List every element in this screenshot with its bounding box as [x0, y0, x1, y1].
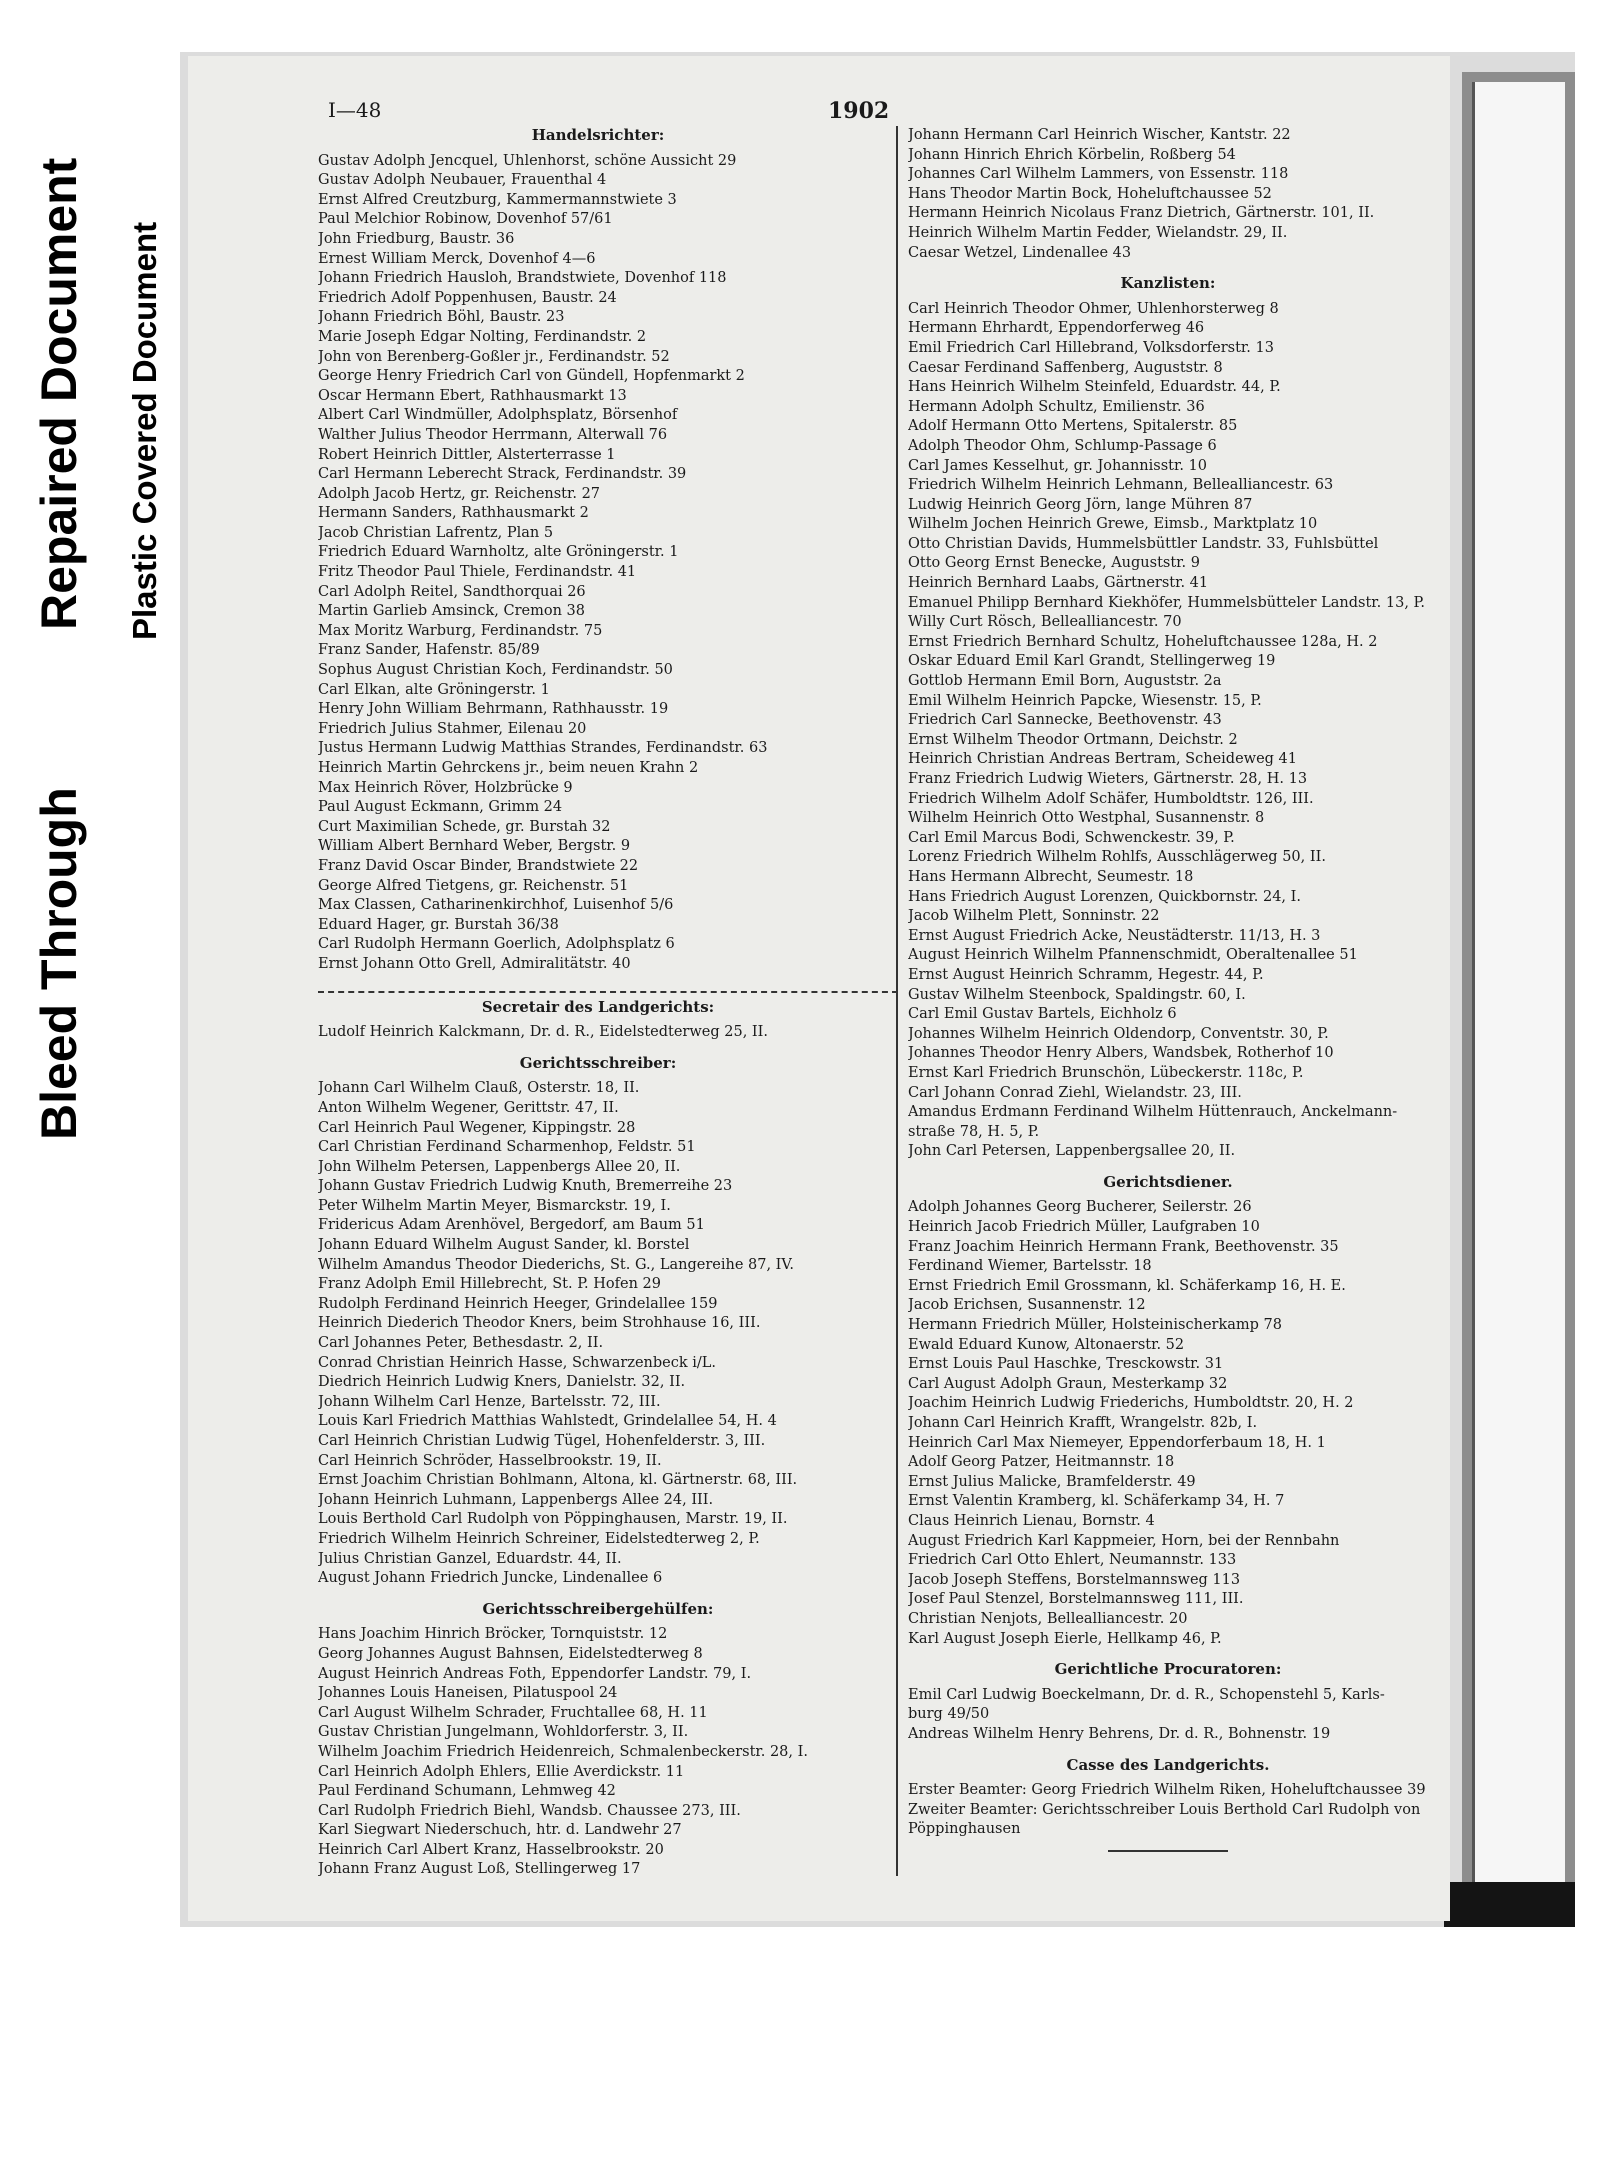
- binding-corner: [1444, 1882, 1575, 1927]
- entry: Heinrich Carl Albert Kranz, Hasselbrookstr. 20: [318, 1841, 664, 1858]
- list-gerichtsdiener: [908, 1198, 1428, 1649]
- entry: Hans Hermann Albrecht, Seumestr. 18: [908, 868, 1194, 885]
- entry: Carl Adolph Reitel, Sandthorquai 26: [318, 583, 586, 600]
- entry: Lorenz Friedrich Wilhelm Rohlfs, Ausschlägerweg 50, II.: [908, 849, 1326, 866]
- entry: Johannes Louis Haneisen, Pilatuspool 24: [318, 1685, 618, 1702]
- label-repaired-document: Repaired Document: [31, 157, 87, 630]
- entry: Paul Ferdinand Schumann, Lehmweg 42: [318, 1783, 616, 1800]
- entry: Anton Wilhelm Wegener, Gerittstr. 47, II.: [318, 1099, 619, 1116]
- entry: Friedrich Carl Sannecke, Beethovenstr. 43: [908, 712, 1222, 729]
- entry: Carl Emil Marcus Bodi, Schwenckestr. 39, P.: [908, 829, 1235, 846]
- entry: Adolph Theodor Ohm, Schlump-Passage 6: [908, 437, 1217, 454]
- section-title-gerichtsschreiber: Gerichtsschreiber:: [519, 1053, 677, 1072]
- entry: Johann Carl Wilhelm Clauß, Osterstr. 18, II.: [318, 1080, 640, 1097]
- list-procuratoren: [908, 1686, 1428, 1745]
- entry: Carl Heinrich Theodor Ohmer, Uhlenhorsterweg 8: [908, 300, 1279, 317]
- entry: John Wilhelm Petersen, Lappenbergs Allee 20, II.: [318, 1158, 681, 1175]
- entry: Ernest William Merck, Dovenhof 4—6: [318, 250, 596, 267]
- entry: Carl Emil Gustav Bartels, Eichholz 6: [908, 1006, 1177, 1023]
- entry: Carl Heinrich Adolph Ehlers, Ellie Averdickstr. 11: [318, 1763, 685, 1780]
- entry: Otto Christian Davids, Hummelsbüttler Landstr. 33, Fuhlsbüttel: [908, 535, 1379, 552]
- entry: Adolf Georg Patzer, Heitmannstr. 18: [908, 1454, 1175, 1471]
- entry: Josef Paul Stenzel, Borstelmannsweg 111, III.: [908, 1591, 1244, 1608]
- entry: Otto Georg Ernst Benecke, Auguststr. 9: [908, 555, 1200, 572]
- binding-inner: [1472, 82, 1565, 1912]
- entry: Wilhelm Heinrich Otto Westphal, Susannenstr. 8: [908, 810, 1265, 827]
- entry: Carl Johannes Peter, Bethesdastr. 2, II.: [318, 1335, 604, 1352]
- entry: Marie Joseph Edgar Nolting, Ferdinandstr. 2: [318, 328, 647, 345]
- entry: Ernst Friedrich Emil Grossmann, kl. Schäferkamp 16, H. E.: [908, 1277, 1346, 1294]
- section-title-procuratoren: Gerichtliche Procuratoren:: [1054, 1660, 1282, 1679]
- entry: Fritz Theodor Paul Thiele, Ferdinandstr. 41: [318, 564, 637, 581]
- entry: Justus Hermann Ludwig Matthias Strandes, Ferdinandstr. 63: [318, 740, 768, 757]
- entry: Martin Garlieb Amsinck, Cremon 38: [318, 603, 585, 620]
- entry: Jacob Wilhelm Plett, Sonninstr. 22: [908, 908, 1160, 925]
- entry: Gottlob Hermann Emil Born, Auguststr. 2a: [908, 673, 1222, 690]
- entry: Jacob Joseph Steffens, Borstelmannsweg 113: [908, 1571, 1241, 1588]
- side-labels: [30, 140, 180, 1140]
- entry: Amandus Erdmann Ferdinand Wilhelm Hüttenrauch, Anckelmann-: [908, 1104, 1398, 1121]
- entry: Max Moritz Warburg, Ferdinandstr. 75: [318, 622, 603, 639]
- entry: Gustav Adolph Neubauer, Frauenthal 4: [318, 172, 607, 189]
- entry: Erster Beamter: Georg Friedrich Wilhelm Riken, Hoheluftchaussee 39: [908, 1782, 1426, 1799]
- entry: Oscar Hermann Ebert, Rathhausmarkt 13: [318, 387, 627, 404]
- entry: straße 78, H. 5, P.: [908, 1123, 1040, 1140]
- entry: John Carl Petersen, Lappenbergsallee 20, II.: [908, 1143, 1236, 1160]
- entry: Robert Heinrich Dittler, Alsterterrasse 1: [318, 446, 616, 463]
- entry: Gustav Wilhelm Steenbock, Spaldingstr. 60, I.: [908, 986, 1246, 1003]
- section-title-kanzlisten: Kanzlisten:: [1120, 274, 1216, 293]
- entry: Pöppinghausen: [908, 1821, 1021, 1838]
- entry: Hermann Adolph Schultz, Emilienstr. 36: [908, 398, 1205, 415]
- label-bleed-through: Bleed Through: [31, 787, 87, 1140]
- section-title-gerichtsdiener: Gerichtsdiener.: [1103, 1172, 1233, 1191]
- label-plastic-covered: Plastic Covered Document: [126, 221, 163, 640]
- entry: Christian Nenjots, Bellealliancestr. 20: [908, 1610, 1188, 1627]
- entry: Friedrich Adolf Poppenhusen, Baustr. 24: [318, 289, 617, 306]
- entry: Hans Theodor Martin Bock, Hoheluftchaussee 52: [908, 185, 1272, 202]
- entry: Gustav Adolph Jencquel, Uhlenhorst, schöne Aussicht 29: [318, 152, 737, 169]
- entry: Carl Elkan, alte Gröningerstr. 1: [318, 681, 550, 698]
- entry: Claus Heinrich Lienau, Bornstr. 4: [908, 1512, 1155, 1529]
- entry: Ernst Wilhelm Theodor Ortmann, Deichstr. 2: [908, 731, 1238, 748]
- entry: Johannes Wilhelm Heinrich Oldendorp, Conventstr. 30, P.: [908, 1025, 1329, 1042]
- entry: Franz David Oscar Binder, Brandstwiete 22: [318, 857, 639, 874]
- entry: Carl Rudolph Hermann Goerlich, Adolphsplatz 6: [318, 936, 675, 953]
- entry: Heinrich Diederich Theodor Kners, beim Strohhause 16, III.: [318, 1315, 761, 1332]
- entry: Ernst August Friedrich Acke, Neustädterstr. 11/13, H. 3: [908, 927, 1321, 944]
- entry: Hans Friedrich August Lorenzen, Quickbornstr. 24, I.: [908, 888, 1301, 905]
- section-title-gehuelfen: Gerichtsschreibergehülfen:: [482, 1599, 714, 1618]
- entry: Emil Friedrich Carl Hillebrand, Volksdorferstr. 13: [908, 339, 1274, 356]
- entry: Karl August Joseph Eierle, Hellkamp 46, P.: [908, 1630, 1222, 1647]
- entry: Caesar Ferdinand Saffenberg, Auguststr. 8: [908, 359, 1223, 376]
- entry: Louis Berthold Carl Rudolph von Pöppinghausen, Marstr. 19, II.: [318, 1511, 788, 1528]
- entry: Johannes Theodor Henry Albers, Wandsbek, Rotherhof 10: [908, 1045, 1334, 1062]
- column-divider: [896, 126, 898, 1876]
- entry: Johann Gustav Friedrich Ludwig Knuth, Bremerreihe 23: [318, 1178, 733, 1195]
- entry: Ernst Joachim Christian Bohlmann, Altona, kl. Gärtnerstr. 68, III.: [318, 1472, 798, 1489]
- entry: George Henry Friedrich Carl von Gündell, Hopfenmarkt 2: [318, 368, 745, 385]
- entry: Georg Johannes August Bahnsen, Eidelstedterweg 8: [318, 1645, 703, 1662]
- entry: Karl Siegwart Niederschuch, htr. d. Landwehr 27: [318, 1822, 682, 1839]
- entry: Carl Heinrich Paul Wegener, Kippingstr. 28: [318, 1119, 636, 1136]
- entry: Friedrich Wilhelm Heinrich Lehmann, Bellealliancestr. 63: [908, 477, 1334, 494]
- entry: Adolph Jacob Hertz, gr. Reichenstr. 27: [318, 485, 601, 502]
- entry: Carl August Wilhelm Schrader, Fruchtallee 68, H. 11: [318, 1704, 708, 1721]
- entry: Conrad Christian Heinrich Hasse, Schwarzenbeck i/L.: [318, 1354, 717, 1371]
- entry: Carl Johann Conrad Ziehl, Wielandstr. 23, III.: [908, 1084, 1242, 1101]
- entry: Hans Heinrich Wilhelm Steinfeld, Eduardstr. 44, P.: [908, 379, 1281, 396]
- entry: Adolf Hermann Otto Mertens, Spitalerstr. 85: [908, 418, 1238, 435]
- entry: Heinrich Jacob Friedrich Müller, Laufgraben 10: [908, 1219, 1260, 1236]
- list-continued-entries: [908, 126, 1428, 263]
- entry: Hans Joachim Hinrich Bröcker, Tornquiststr. 12: [318, 1626, 668, 1643]
- entry: Friedrich Carl Otto Ehlert, Neumannstr. 133: [908, 1552, 1237, 1569]
- entry: Ernst Alfred Creutzburg, Kammermannstwiete 3: [318, 191, 677, 208]
- page-year: 1902: [828, 98, 890, 124]
- entry: Johannes Carl Wilhelm Lammers, von Essenstr. 118: [908, 166, 1289, 183]
- entry: Wilhelm Amandus Theodor Diederichs, St. G., Langereihe 87, IV.: [318, 1256, 794, 1273]
- entry: Franz Adolph Emil Hillebrecht, St. P. Hofen 29: [318, 1276, 661, 1293]
- entry: Zweiter Beamter: Gerichtsschreiber Louis Berthold Carl Rudolph von: [908, 1801, 1421, 1818]
- entry: Johann Eduard Wilhelm August Sander, kl. Borstel: [318, 1237, 690, 1254]
- entry: Paul August Eckmann, Grimm 24: [318, 799, 563, 816]
- entry: Friedrich Eduard Warnholtz, alte Gröningerstr. 1: [318, 544, 679, 561]
- scanned-page: [180, 52, 1575, 1927]
- entry: Ernst Julius Malicke, Bramfelderstr. 49: [908, 1473, 1196, 1490]
- entry: Henry John William Behrmann, Rathhausstr. 19: [318, 701, 669, 718]
- entry: Heinrich Christian Andreas Bertram, Scheideweg 41: [908, 751, 1297, 768]
- entry: Hermann Ehrhardt, Eppendorferweg 46: [908, 320, 1205, 337]
- entry: Emanuel Philipp Bernhard Kiekhöfer, Hummelsbütteler Landstr. 13, P.: [908, 594, 1425, 611]
- list-gehuelfen: [318, 1625, 878, 1880]
- entry: Franz Joachim Heinrich Hermann Frank, Beethovenstr. 35: [908, 1238, 1339, 1255]
- entry: Joachim Heinrich Ludwig Friederichs, Humboldtstr. 20, H. 2: [908, 1395, 1354, 1412]
- entry: Heinrich Bernhard Laabs, Gärtnerstr. 41: [908, 575, 1209, 592]
- entry: Ernst Valentin Kramberg, kl. Schäferkamp 34, H. 7: [908, 1493, 1285, 1510]
- entry: Ludwig Heinrich Georg Jörn, lange Mühren 87: [908, 496, 1253, 513]
- entry: Adolph Johannes Georg Bucherer, Seilerstr. 26: [908, 1199, 1252, 1216]
- entry: Johann Friedrich Böhl, Baustr. 23: [318, 309, 565, 326]
- entry: Johann Hermann Carl Heinrich Wischer, Kantstr. 22: [908, 127, 1291, 143]
- list-kanzlisten: [908, 300, 1428, 1162]
- entry: Friedrich Wilhelm Adolf Schäfer, Humboldtstr. 126, III.: [908, 790, 1314, 807]
- section-title-casse: Casse des Landgerichts.: [1066, 1755, 1270, 1774]
- entry: William Albert Bernhard Weber, Bergstr. 9: [318, 838, 631, 855]
- entry: Ernst August Heinrich Schramm, Hegestr. 44, P.: [908, 966, 1264, 983]
- entry: Carl James Kesselhut, gr. Johannisstr. 10: [908, 457, 1207, 474]
- right-column: [908, 126, 1428, 1852]
- entry: Rudolph Ferdinand Heinrich Heeger, Grindelallee 159: [318, 1295, 718, 1312]
- entry: Johann Heinrich Luhmann, Lappenbergs Allee 24, III.: [318, 1491, 714, 1508]
- entry: Emil Carl Ludwig Boeckelmann, Dr. d. R., Schopenstehl 5, Karls-: [908, 1686, 1385, 1703]
- entry: Hermann Friedrich Müller, Holsteinischerkamp 78: [908, 1317, 1282, 1334]
- entry: Carl Rudolph Friedrich Biehl, Wandsb. Chaussee 273, III.: [318, 1802, 741, 1819]
- end-rule: [1108, 1850, 1228, 1852]
- entry: Walther Julius Theodor Herrmann, Alterwall 76: [318, 426, 668, 443]
- list-casse: [908, 1781, 1428, 1840]
- entry: Wilhelm Jochen Heinrich Grewe, Eimsb., Marktplatz 10: [908, 516, 1318, 533]
- entry: Jacob Christian Lafrentz, Plan 5: [318, 524, 554, 541]
- entry: Max Heinrich Röver, Holzbrücke 9: [318, 779, 573, 796]
- section-title-secretair: Secretair des Landgerichts:: [481, 997, 715, 1016]
- entry: Johann Wilhelm Carl Henze, Bartelsstr. 72, III.: [318, 1393, 661, 1410]
- entry: Eduard Hager, gr. Burstah 36/38: [318, 916, 559, 933]
- entry: Ernst Karl Friedrich Brunschön, Lübeckerstr. 118c, P.: [908, 1064, 1304, 1081]
- entry: Diedrich Heinrich Ludwig Kners, Danielstr. 32, II.: [318, 1374, 686, 1391]
- entry: Franz Sander, Hafenstr. 85/89: [318, 642, 540, 659]
- page-reference: I—48: [328, 98, 382, 122]
- list-secretair: [318, 1023, 878, 1043]
- entry: Heinrich Wilhelm Martin Fedder, Wielandstr. 29, II.: [908, 224, 1288, 241]
- entry: Emil Wilhelm Heinrich Papcke, Wiesenstr. 15, P.: [908, 692, 1262, 709]
- entry: Julius Christian Ganzel, Eduardstr. 44, II.: [318, 1550, 622, 1567]
- entry: Andreas Wilhelm Henry Behrens, Dr. d. R., Bohnenstr. 19: [908, 1725, 1331, 1742]
- entry: Carl August Adolph Graun, Mesterkamp 32: [908, 1375, 1228, 1392]
- entry: George Alfred Tietgens, gr. Reichenstr. 51: [318, 877, 629, 894]
- entry: Curt Maximilian Schede, gr. Burstah 32: [318, 818, 611, 835]
- entry: burg 49/50: [908, 1706, 990, 1723]
- entry: Johann Franz August Loß, Stellingerweg 17: [318, 1861, 641, 1878]
- entry: Franz Friedrich Ludwig Wieters, Gärtnerstr. 28, H. 13: [908, 771, 1308, 787]
- section-title-handelsrichter: Handelsrichter:: [531, 126, 665, 144]
- entry: Louis Karl Friedrich Matthias Wahlstedt, Grindelallee 54, H. 4: [318, 1413, 777, 1430]
- entry: Carl Heinrich Christian Ludwig Tügel, Hohenfelderstr. 3, III.: [318, 1433, 766, 1449]
- entry: Hermann Heinrich Nicolaus Franz Dietrich, Gärtnerstr. 101, II.: [908, 205, 1375, 222]
- entry: Ernst Louis Paul Haschke, Tresckowstr. 31: [908, 1356, 1224, 1373]
- entry: Heinrich Martin Gehrckens jr., beim neuen Krahn 2: [318, 760, 699, 776]
- entry: Heinrich Carl Max Niemeyer, Eppendorferbaum 18, H. 1: [908, 1434, 1326, 1451]
- entry: Friedrich Julius Stahmer, Eilenau 20: [318, 720, 587, 737]
- entry: Max Classen, Catharinenkirchhof, Luisenhof 5/6: [318, 897, 674, 914]
- entry: August Friedrich Karl Kappmeier, Horn, bei der Rennbahn: [908, 1532, 1340, 1549]
- entry: Peter Wilhelm Martin Meyer, Bismarckstr. 19, I.: [318, 1197, 671, 1214]
- entry: Wilhelm Joachim Friedrich Heidenreich, Schmalenbeckerstr. 28, I.: [318, 1743, 808, 1760]
- entry: Caesar Wetzel, Lindenallee 43: [908, 244, 1132, 261]
- entry: Johann Hinrich Ehrich Körbelin, Roßberg 54: [908, 146, 1236, 163]
- entry: Ernst Johann Otto Grell, Admiralitätstr. 40: [318, 955, 631, 972]
- left-column: [318, 126, 878, 1880]
- entry: Fridericus Adam Arenhövel, Bergedorf, am Baum 51: [318, 1217, 705, 1234]
- entry: Ferdinand Wiemer, Bartelsstr. 18: [908, 1258, 1152, 1275]
- entry: John von Berenberg-Goßler jr., Ferdinandstr. 52: [318, 348, 670, 365]
- entry: John Friedburg, Baustr. 36: [318, 230, 515, 247]
- entry: August Johann Friedrich Juncke, Lindenallee 6: [318, 1570, 663, 1587]
- entry: August Heinrich Andreas Foth, Eppendorfer Landstr. 79, I.: [318, 1665, 752, 1682]
- entry: Johann Carl Heinrich Krafft, Wrangelstr. 82b, I.: [908, 1415, 1258, 1431]
- entry: Hermann Sanders, Rathhausmarkt 2: [318, 505, 589, 522]
- entry: Jacob Erichsen, Susannenstr. 12: [908, 1297, 1146, 1314]
- entry: Carl Heinrich Schröder, Hasselbrookstr. 19, II.: [318, 1452, 662, 1469]
- entry: Friedrich Wilhelm Heinrich Schreiner, Eidelstedterweg 2, P.: [318, 1530, 760, 1547]
- entry: Ludolf Heinrich Kalckmann, Dr. d. R., Eidelstedterweg 25, II.: [318, 1024, 768, 1041]
- entry: Johann Friedrich Hausloh, Brandstwiete, Dovenhof 118: [318, 270, 727, 287]
- entry: Gustav Christian Jungelmann, Wohldorferstr. 3, II.: [318, 1724, 689, 1741]
- entry: Ewald Eduard Kunow, Altonaerstr. 52: [908, 1336, 1185, 1353]
- entry: Paul Melchior Robinow, Dovenhof 57/61: [318, 211, 613, 228]
- entry: Oskar Eduard Emil Karl Grandt, Stellingerweg 19: [908, 653, 1276, 670]
- list-handelsrichter: [318, 152, 878, 975]
- page-sheet: [188, 56, 1450, 1921]
- entry: Ernst Friedrich Bernhard Schultz, Hoheluftchaussee 128a, H. 2: [908, 633, 1378, 650]
- entry: Willy Curt Rösch, Bellealliancestr. 70: [908, 614, 1182, 631]
- entry: Albert Carl Windmüller, Adolphsplatz, Börsenhof: [318, 407, 678, 424]
- entry: Carl Christian Ferdinand Scharmenhop, Feldstr. 51: [318, 1139, 696, 1156]
- list-gerichtsschreiber: [318, 1079, 878, 1588]
- entry: Carl Hermann Leberecht Strack, Ferdinandstr. 39: [318, 466, 687, 483]
- entry: August Heinrich Wilhelm Pfannenschmidt, Oberaltenallee 51: [908, 947, 1358, 964]
- entry: Sophus August Christian Koch, Ferdinandstr. 50: [318, 662, 673, 679]
